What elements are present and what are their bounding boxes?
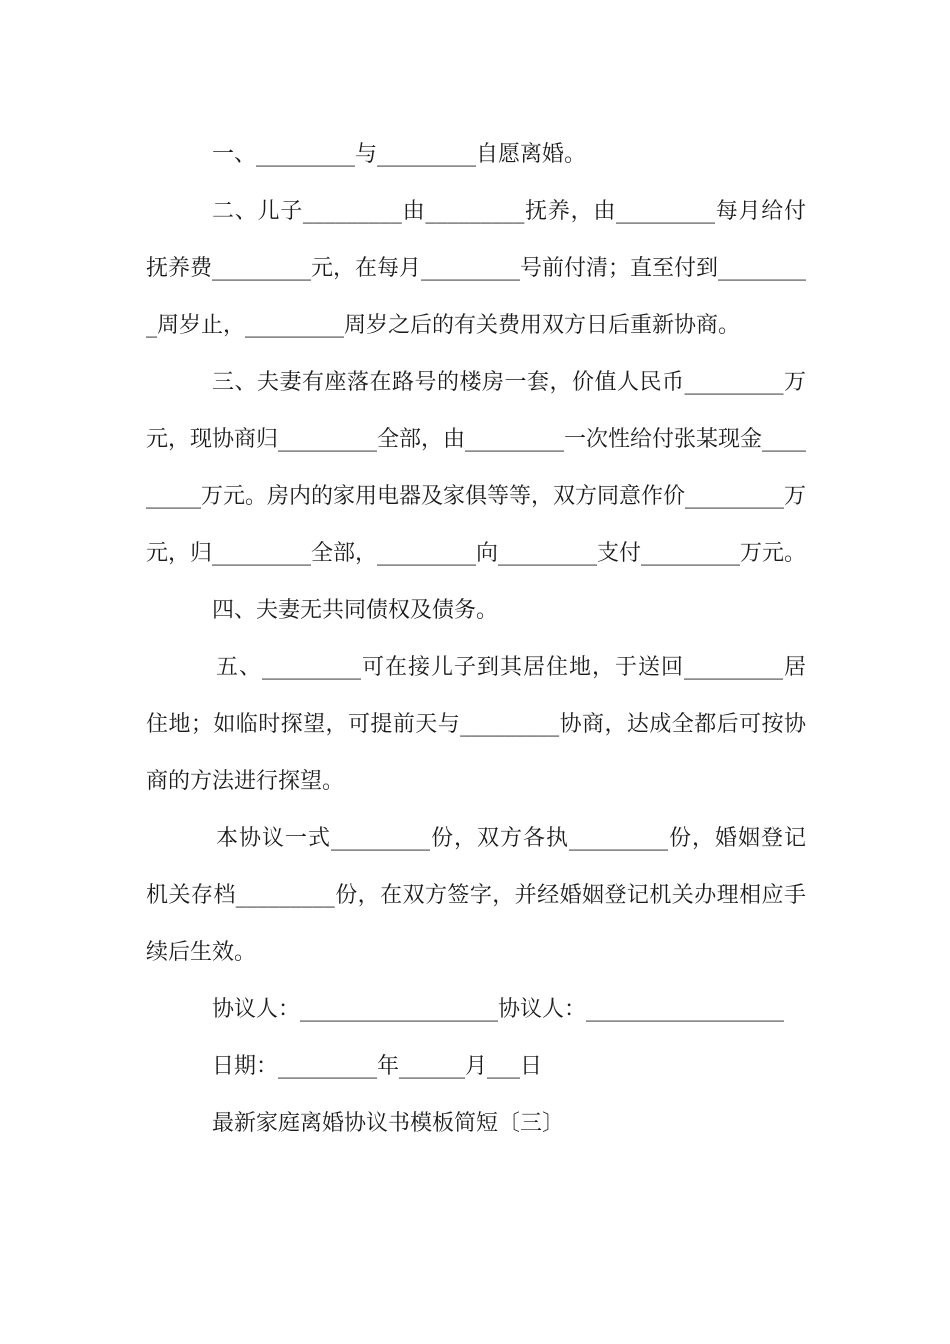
date-line: 日期：_________年______月___日: [212, 1054, 543, 1079]
clause-4: 四、夫妻无共同债权及债务。: [212, 598, 499, 623]
clause-6: 本协议一式_________份，双方各执_________份，婚姻登记机关存档_________份，在双方签字，并经婚姻登记机关办理相应手续后生效。: [146, 826, 806, 965]
next-section-title: 最新家庭离婚协议书模板简短〔三〕: [212, 1111, 565, 1136]
clause-5: 五、_________可在接儿子到其居住地，于送回_________居住地；如临时探望，可提前天与_________协商，达成全都后可按协商的方法进行探望。: [146, 655, 806, 794]
clause-2: 二、儿子_________由_________抚养，由_________每月给付抚养费_________元，在每月_________号前付清；直至付到_________周岁止，_________周岁之后的有关费用双方日后重新协商。: [146, 199, 807, 338]
document-page: [146, 126, 806, 1152]
signature-line: 协议人：__________________协议人：__________________: [212, 997, 785, 1022]
clause-1: 一、_________与_________自愿离婚。: [212, 142, 587, 167]
clause-3: 三、夫妻有座落在路号的楼房一套，价值人民币_________万元，现协商归_________全部，由_________一次性给付张某现金_________万元。房内的家用电器及家俱等等，双方同意作价_________万元，归_________全部，_________向_________支付_________万元。: [146, 370, 807, 566]
